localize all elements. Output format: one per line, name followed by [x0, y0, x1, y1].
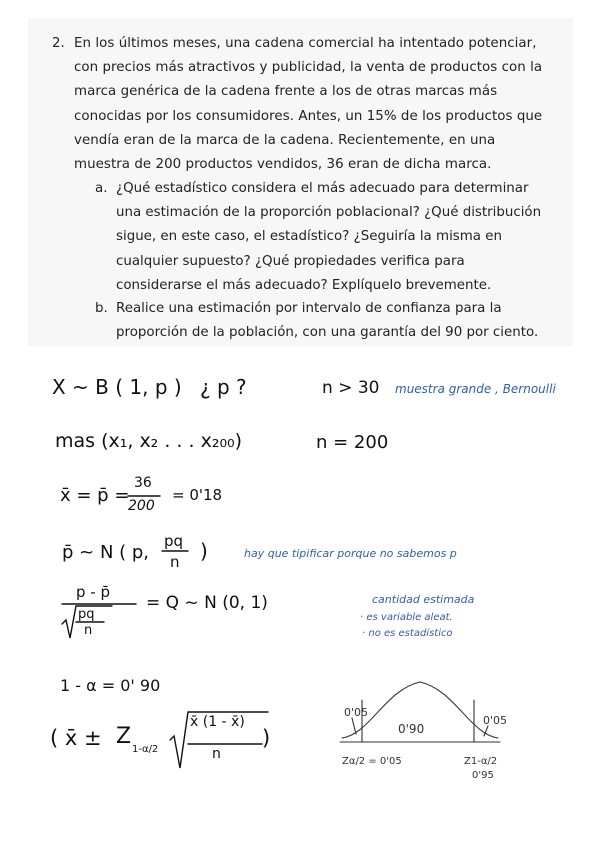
- hw-frac-num: 36: [134, 475, 152, 491]
- hw-curve-right-label: Z1-α/2: [464, 756, 498, 767]
- hw-ci-num: x̄ (1 - x̄): [190, 714, 245, 730]
- hw-estimate-result: = 0'18: [172, 486, 223, 504]
- subitem-line: una estimación de la proporción poblacional? ¿Qué distribución: [116, 205, 542, 221]
- hw-pivot-distribution: = Q ~ N (0, 1): [146, 593, 268, 613]
- hw-pivot-den-den: n: [84, 623, 93, 638]
- hw-curve-center: 0'90: [398, 722, 425, 736]
- hw-sampling-dist: p̄ ~ N ( p,: [62, 542, 150, 563]
- hw-curve-right-value: 0'95: [472, 770, 494, 781]
- question-line: vendía eran de la marca de la cadena. Recientemente, en una: [74, 132, 496, 148]
- hw-dist-num: pq: [164, 532, 184, 550]
- question-line: En los últimos meses, una cadena comercial ha intentado potenciar,: [74, 36, 537, 51]
- hw-note-large-sample: muestra grande , Bernoulli: [395, 382, 556, 396]
- hw-pivot-den-num: pq: [78, 607, 95, 622]
- subitem-line: sigue, en este caso, el estadístico? ¿Seguiría la misma en: [116, 229, 502, 245]
- subitem-line: considerarse el más adecuado? Explíquelo brevemente.: [116, 277, 492, 293]
- hw-frac-den: 200: [128, 498, 155, 514]
- hw-ci-left: ( x̄ ±: [50, 726, 102, 750]
- question-line: muestra de 200 productos vendidos, 36 eran de dicha marca.: [74, 157, 492, 173]
- hw-dist-den: n: [170, 553, 180, 571]
- curve-left-arrow: [352, 718, 356, 734]
- hw-note-pivot-title: cantidad estimada: [372, 593, 475, 606]
- hw-note-standardize: hay que tipificar porque no sabemos p: [244, 547, 457, 560]
- subitem-line: cualquier supuesto? ¿Qué propiedades verifica para: [116, 253, 465, 269]
- question-line: marca genérica de la cadena frente a los de otras marcas más: [74, 84, 498, 100]
- normal-curve: [342, 682, 498, 738]
- hw-curve-right-tail: 0'05: [483, 714, 508, 727]
- hw-note-pivot-b1: · es variable aleat.: [360, 612, 453, 623]
- radical-ci: [170, 712, 271, 768]
- subitem-line: proporción de la población, con una garantía del 90 por ciento.: [116, 325, 539, 341]
- subitem-line: ¿Qué estadístico considera el más adecuado para determinar: [116, 181, 529, 196]
- hw-confidence-level: 1 - α = 0' 90: [60, 676, 161, 695]
- hw-n-condition: n > 30: [322, 378, 380, 398]
- hw-ci-den: n: [212, 746, 221, 762]
- hw-bernoulli-model: X ~ B ( 1, p ): [52, 375, 182, 399]
- hw-dist-close: ): [200, 539, 208, 563]
- hw-sample: mas (x₁, x₂ . . . x₂₀₀): [55, 430, 243, 452]
- hw-ci-close: ): [262, 726, 271, 750]
- hw-pivot-num: p - p̄: [76, 583, 110, 601]
- hw-estimator: x̄ = p̄ =: [60, 485, 130, 506]
- hw-n-value: n = 200: [316, 432, 389, 453]
- subitem-b-letter: b.: [95, 301, 108, 316]
- subitem-a-letter: a.: [95, 181, 108, 196]
- subitem-line: Realice una estimación por intervalo de confianza para la: [116, 301, 502, 316]
- hw-unknown-p: ¿ p ?: [200, 375, 247, 399]
- hw-note-pivot-b2: · no es estadístico: [362, 628, 453, 639]
- question-number: 2.: [52, 36, 65, 51]
- hw-curve-left-tail: 0'05: [344, 706, 369, 719]
- hw-curve-left-label: Zα/2 = 0'05: [342, 756, 402, 767]
- question-line: conocidas por los consumidores. Antes, un 15% de los productos que: [74, 108, 543, 124]
- question-line: con precios más atractivos y publicidad, la venta de productos con la: [74, 60, 543, 76]
- hw-ci-z: Z: [116, 724, 132, 749]
- hw-ci-z-subscript: 1-α/2: [132, 744, 159, 755]
